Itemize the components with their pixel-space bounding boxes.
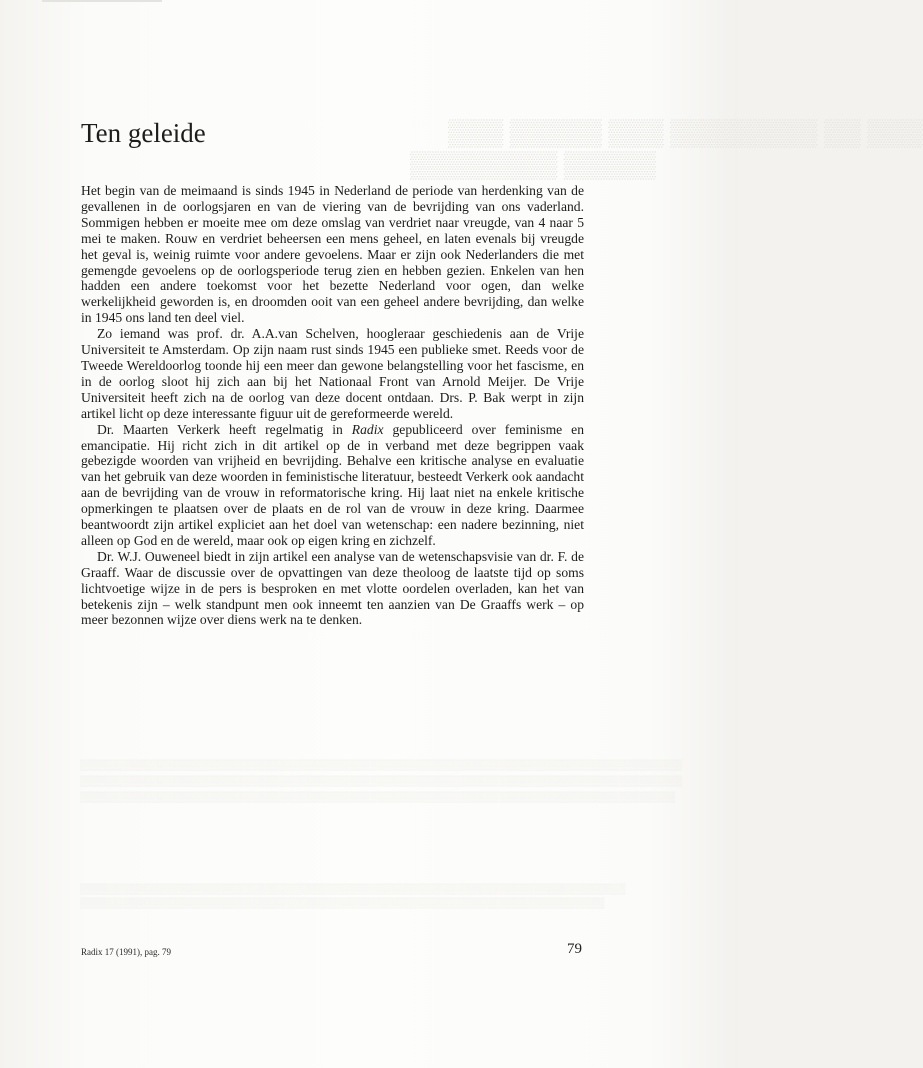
show-through-footnote: ▒▒▒▒▒▒▒▒▒▒▒▒▒▒▒▒▒▒▒▒▒▒▒▒▒▒▒▒▒▒▒▒▒▒▒▒▒▒▒▒▒▒▒▒▒▒▒▒▒▒▒▒▒▒▒▒▒▒▒▒▒▒▒▒▒▒▒▒▒▒▒▒▒▒▒▒▒ bbox=[80, 884, 626, 895]
paragraph-text: gepubliceerd over feminisme en emancipatie. Hij richt zich in dit artikel op de in verband met deze begrippen vaak gebezigde woorden van vrijheid en bevrijding. Behalve een kritische analyse en evaluatie van het gebruik van deze woorden in feministische literatuur, besteedt Verkerk ook aandacht aan de bevrijding van de vrouw in reformatorische kring. Hij laat niet na enkele kritische opmerkingen te plaatsen over de plaats en de rol van de vrouw in deze kring. Daarmee beantwoordt zijn artikel expliciet aan het doel van wetenschap: een nadere bezinning, niet alleen op God en de wereld, maar ook op eigen kring en zichzelf. bbox=[81, 421, 584, 548]
show-through-line: ▒▒▒▒▒▒▒▒▒▒▒▒▒▒▒▒▒▒▒▒▒▒▒▒▒▒▒▒▒▒▒▒▒▒▒▒▒▒▒▒▒▒▒▒▒▒▒▒▒▒▒▒▒▒▒▒▒▒▒▒▒▒▒▒▒▒▒▒▒▒▒▒▒▒▒▒▒▒▒▒▒▒▒▒ bbox=[80, 792, 676, 803]
scan-edge-mark bbox=[42, 0, 162, 8]
show-through-subtitle: ▒▒▒▒▒▒▒▒ ▒▒▒▒▒ bbox=[410, 150, 656, 179]
show-through-line: ▒▒▒▒▒▒▒▒▒▒▒▒▒▒▒▒▒▒▒▒▒▒▒▒▒▒▒▒▒▒▒▒▒▒▒▒▒▒▒▒▒▒▒▒▒▒▒▒▒▒▒▒▒▒▒▒▒▒▒▒▒▒▒▒▒▒▒▒▒▒▒▒▒▒▒▒▒▒▒▒▒▒▒▒▒ bbox=[80, 760, 683, 771]
show-through-title: ▒▒▒ ▒▒▒▒▒ ▒▒▒ ▒▒▒▒▒▒▒▒ ▒▒ ▒▒▒ bbox=[448, 118, 923, 147]
show-through-line: ▒▒▒▒▒▒▒▒▒▒▒▒▒▒▒▒▒▒▒▒▒▒▒▒▒▒▒▒▒▒▒▒▒▒▒▒▒▒▒▒▒▒▒▒▒▒▒▒▒▒▒▒▒▒▒▒▒▒▒▒▒▒▒▒▒▒▒▒▒▒▒▒▒▒▒▒▒▒▒▒▒▒▒▒▒ bbox=[80, 776, 683, 787]
paragraph bbox=[81, 422, 584, 549]
page-number: 79 bbox=[567, 941, 582, 957]
journal-name: Radix bbox=[351, 421, 384, 437]
show-through-footnote: ▒▒▒▒▒▒▒▒▒▒▒▒▒▒▒▒▒▒▒▒▒▒▒▒▒▒▒▒▒▒▒▒▒▒▒▒▒▒▒▒▒▒▒▒▒▒▒▒▒▒▒▒▒▒▒▒▒▒▒▒▒▒▒▒▒▒▒▒▒▒▒▒▒▒ bbox=[80, 898, 605, 909]
article-title: Ten geleide bbox=[81, 118, 206, 148]
paragraph: Dr. W.J. Ouweneel biedt in zijn artikel een analyse van de wetenschapsvisie van dr. F. de Graaff. Waar de discussie over de opvattingen van deze theoloog de laatste tijd op soms lichtvoetige wijze in de pers is besproken en met vlotte oordelen overladen, kan het van betekenis zijn – welk standpunt men ook inneemt ten aanzien van De Graaffs werk – op meer bezonnen wijze over diens werk na te denken. bbox=[81, 548, 584, 628]
paragraph-text: Dr. Maarten Verkerk heeft regelmatig in bbox=[97, 421, 352, 437]
article-body bbox=[81, 183, 584, 628]
journal-citation: Radix 17 (1991), pag. 79 bbox=[81, 947, 171, 957]
paragraph: Het begin van de meimaand is sinds 1945 in Nederland de periode van herdenking van de gevallenen in de oorlogsjaren en van de viering van de bevrijding van ons vaderland. Sommigen hebben er moeite mee om deze omslag van verdriet naar vreugde, van 4 naar 5 mei te maken. Rouw en verdriet beheersen een mens geheel, en laten evenals bij vreugde het geval is, weinig ruimte voor andere gevoelens. Maar er zijn ook Nederlanders die met gemengde gevoelens op de oorlogsperiode terug zien en hebben gezien. Enkelen van hen hadden een andere toekomst voor het bezette Nederland voor ogen, dan welke werkelijkheid geworden is, en droomden ooit van een geheel andere bevrijding, dan welke in 1945 ons land ten deel viel. bbox=[81, 183, 584, 326]
paragraph: Zo iemand was prof. dr. A.A.van Schelven, hoogleraar geschiedenis aan de Vrije Universiteit te Amsterdam. Op zijn naam rust sinds 1945 een publieke smet. Reeds voor de Tweede Wereldoorlog toonde hij een meer dan gewone belangstelling voor het fascisme, en in de oorlog sloot hij zich aan bij het Nationaal Front van Arnold Meijer. De Vrije Universiteit heeft zich na de oorlog van deze docent ontdaan. Drs. P. Bak werpt in zijn artikel licht op deze interessante figuur uit de gereformeerde wereld. bbox=[81, 326, 584, 421]
